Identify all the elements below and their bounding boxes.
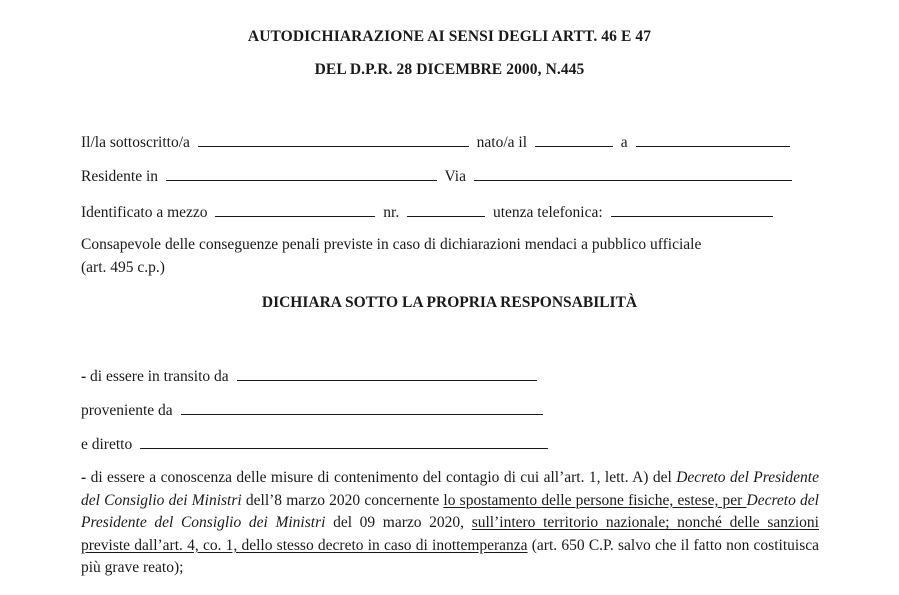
proveniente-label: proveniente da [81,402,173,419]
residente-row [81,165,796,185]
consapevole-line2: (art. 495 c.p.) [81,259,165,276]
conoscenza-paragraph [81,467,819,580]
bullet-dash: - [81,469,87,486]
spostamento-underlined: lo spostamento delle persone fisiche, estese, per [443,491,747,509]
transito-label: di essere in transito da [90,368,229,385]
residente-label: Residente in [81,168,159,185]
identificato-row [81,201,777,221]
birth-date-field[interactable] [535,131,613,147]
nato-label: nato/a il [476,134,528,151]
residente-field[interactable] [166,165,437,181]
luogo-label: a [620,134,628,151]
birth-place-field[interactable] [636,131,790,147]
declaration-heading: DICHIARA SOTTO LA PROPRIA RESPONSABILITÀ [261,294,638,311]
territorio-underlined: sull’intero territorio nazionale; nonché delle sanzioni previste dall’art. 4, co. 1, dello stesso decreto in caso di inottemperanza [81,514,819,554]
diretto-row [81,433,552,453]
via-label: Via [444,168,466,185]
transito-row [81,365,541,385]
conoscenza-text-2: dell’8 marzo 2020 concernente [241,491,444,509]
decreto-reference-2: Decreto del Presidente del Consiglio dei Ministri [81,491,819,532]
consapevole-line1: Consapevole delle conseguenze penali previste in caso di dichiarazioni mendaci a pubblico ufficiale [81,236,702,253]
sottoscritto-label: Il/la sottoscritto/a [81,134,190,151]
conoscenza-text-1: di essere a conoscenza delle misure di contenimento del contagio di cui all’art. 1, lett. A) del [86,469,677,486]
diretto-label: e diretto [81,436,133,453]
diretto-field[interactable] [140,433,548,449]
conoscenza-text-3: del 09 marzo 2020, [325,514,472,532]
nr-label: nr. [383,204,400,221]
bullet-dash: - [81,368,87,385]
decreto-reference-1: Decreto del Presidente del Consiglio dei Ministri [81,469,819,509]
document-title-line2: DEL D.P.R. 28 DICEMBRE 2000, N.445 [314,61,585,78]
via-field[interactable] [474,165,792,181]
document-type-field[interactable] [215,201,375,217]
proveniente-field[interactable] [181,399,543,415]
proveniente-row [81,399,547,419]
conoscenza-text-4: (art. 650 C.P. salvo che il fatto non costituisca più grave reato); [81,536,819,577]
transito-field[interactable] [237,365,537,381]
phone-field[interactable] [611,201,773,217]
sottoscritto-field[interactable] [198,131,469,147]
utenza-label: utenza telefonica: [492,204,603,221]
sottoscritto-row [81,131,794,151]
identificato-label: Identificato a mezzo [81,204,208,221]
document-title-line1: AUTODICHIARAZIONE AI SENSI DEGLI ARTT. 46 E 47 [247,28,652,45]
document-number-field[interactable] [407,201,485,217]
